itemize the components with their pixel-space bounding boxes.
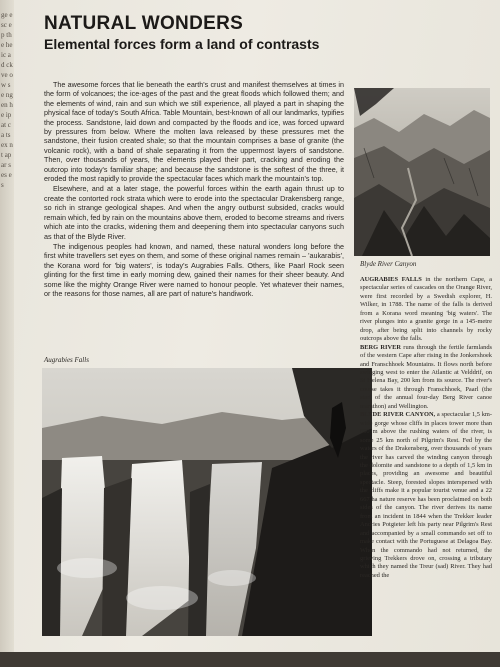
entry-body: runs through the fertile farmlands of the western Cape after rising in the Jonkershoek and Franschhoek Mountains. It flows north before swinging west to enter the Atlantic at Velddrif, on St Helena Bay, 200 km from its source. The river's course takes it through Franschhoek, Paarl (the start of the annual four-day Berg River canoe marathon) and Wellington. <box>360 343 492 410</box>
book-page <box>14 0 500 652</box>
intro-text <box>44 80 344 352</box>
entry-heading: BLYDE RIVER CANYON, <box>360 411 436 419</box>
page-subtitle: Elemental forces form a land of contrasts <box>44 36 320 52</box>
entry-heading: AUGRABIES FALLS <box>360 276 422 283</box>
background-surface <box>0 652 500 667</box>
intro-paragraph: Elsewhere, and at a later stage, the powerful forces within the earth again thrust up to create the contorted rock strata which were to erode into the spectacular Drakensberg range, so rich in strange geological shapes. And when the angry outburst subsided, cracks would remain which, fed by rain on the mountains above them, eroded to become streams and rivers which ate into the cracks, widening them and deepening them into spectacular canyons such as that of the Blyde River. <box>44 184 344 241</box>
intro-paragraph: The awesome forces that lie beneath the earth's crust and manifest themselves at times in the form of volcanoes; the ice-ages of the past and the great floods which followed them; and the elements of wind, rain and sun which we still experience, all played a part in shaping the physical face of today's South Africa. Table Mountain, best-known of all our landmarks, typifies the process. Sandstone, laid down and compacted by the floods and ice, was forced upward by pressures from below. Where the molten lava released by these pressures met the sandstone, their fusion created shale; so that the mountain comprises a base of granite (the volcanic rock), with a band of shale separating it from the uppermost layers of sandstone. Then, over thousands of years, the elements played their part, cracking and eroding the outcrop into today's familiar shape; and because the sandstone is the softest of the three, it eroded the most rapidly to provide the spectacular faces which mark the mountain's top. <box>44 80 344 184</box>
adjacent-page-text: ge e sc ep the he ic ad ck ve ow se ng en he ip at ca ts ex nt ap ar ses es <box>1 11 13 189</box>
gazetteer-entry <box>360 344 492 412</box>
gazetteer-column <box>360 276 492 646</box>
blyde-photo-caption: Blyde River Canyon <box>360 260 417 268</box>
page-title: NATURAL WONDERS <box>44 13 244 34</box>
entry-body: in the northern Cape, a spectacular series of cascades on the Orange River, were first recorded by a Swedish explorer, H. Wilker, in 1788. The name of the falls is derived from a Korana word meaning 'big waters'. The river plunges into a granite gorge in a 145-metre drop, after being split into channels by rocky outcrops above the falls. <box>360 276 492 343</box>
gazetteer-entry <box>360 276 492 344</box>
blyde-river-canyon-photo <box>354 88 490 256</box>
intro-paragraph: The indigenous peoples had known, and named, these natural wonders long before the first white travellers set eyes on them, and some of these original names remain – 'aukarabis', the Korana word for 'big waters', is today's Augrabies Falls. Others, like Paarl Rock seen glinting for the first time in early morning dew, gained their names for their sheer beauty. And some like the mighty Orange River were named to honour people. Yet whatever their names, or the reasons for those names, all are part of nature's handiwork. <box>44 241 344 298</box>
adjacent-page-edge <box>0 0 14 667</box>
gazetteer-entry <box>360 411 492 580</box>
augrabies-falls-photo <box>42 368 372 636</box>
augrabies-photo-caption: Augrabies Falls <box>44 356 89 364</box>
entry-heading: BERG RIVER <box>360 343 402 351</box>
entry-body: a spectacular 1,5 km-wide gorge whose cliffs in places tower more than 600 m above the rushing waters of the river, is some 25 km north of Pilgrim's Rest. Fed by the waters of the Drakensberg, over thousands of years the river has carved the winding canyon through the dolomite and sandstone to a depth of 1,5 km in places, providing an awesome and beautiful spectacle. Steep, forested slopes interspersed with the cliffs make it a popular tourist venue and a 22 667 ha nature reserve has been proclaimed on both sides of the canyon. The river derives its name from an incident in 1844 when the Trekker leader Andries Potgieter left his party near Pilgrim's Rest and accompanied by a small commando set off to make contact with the Portuguese at Delagoa Bay. When the commando had not returned, the grieving Trekkers drove on, crossing a tributary which they named the Treur (sad) River. They had reached the <box>360 411 492 579</box>
